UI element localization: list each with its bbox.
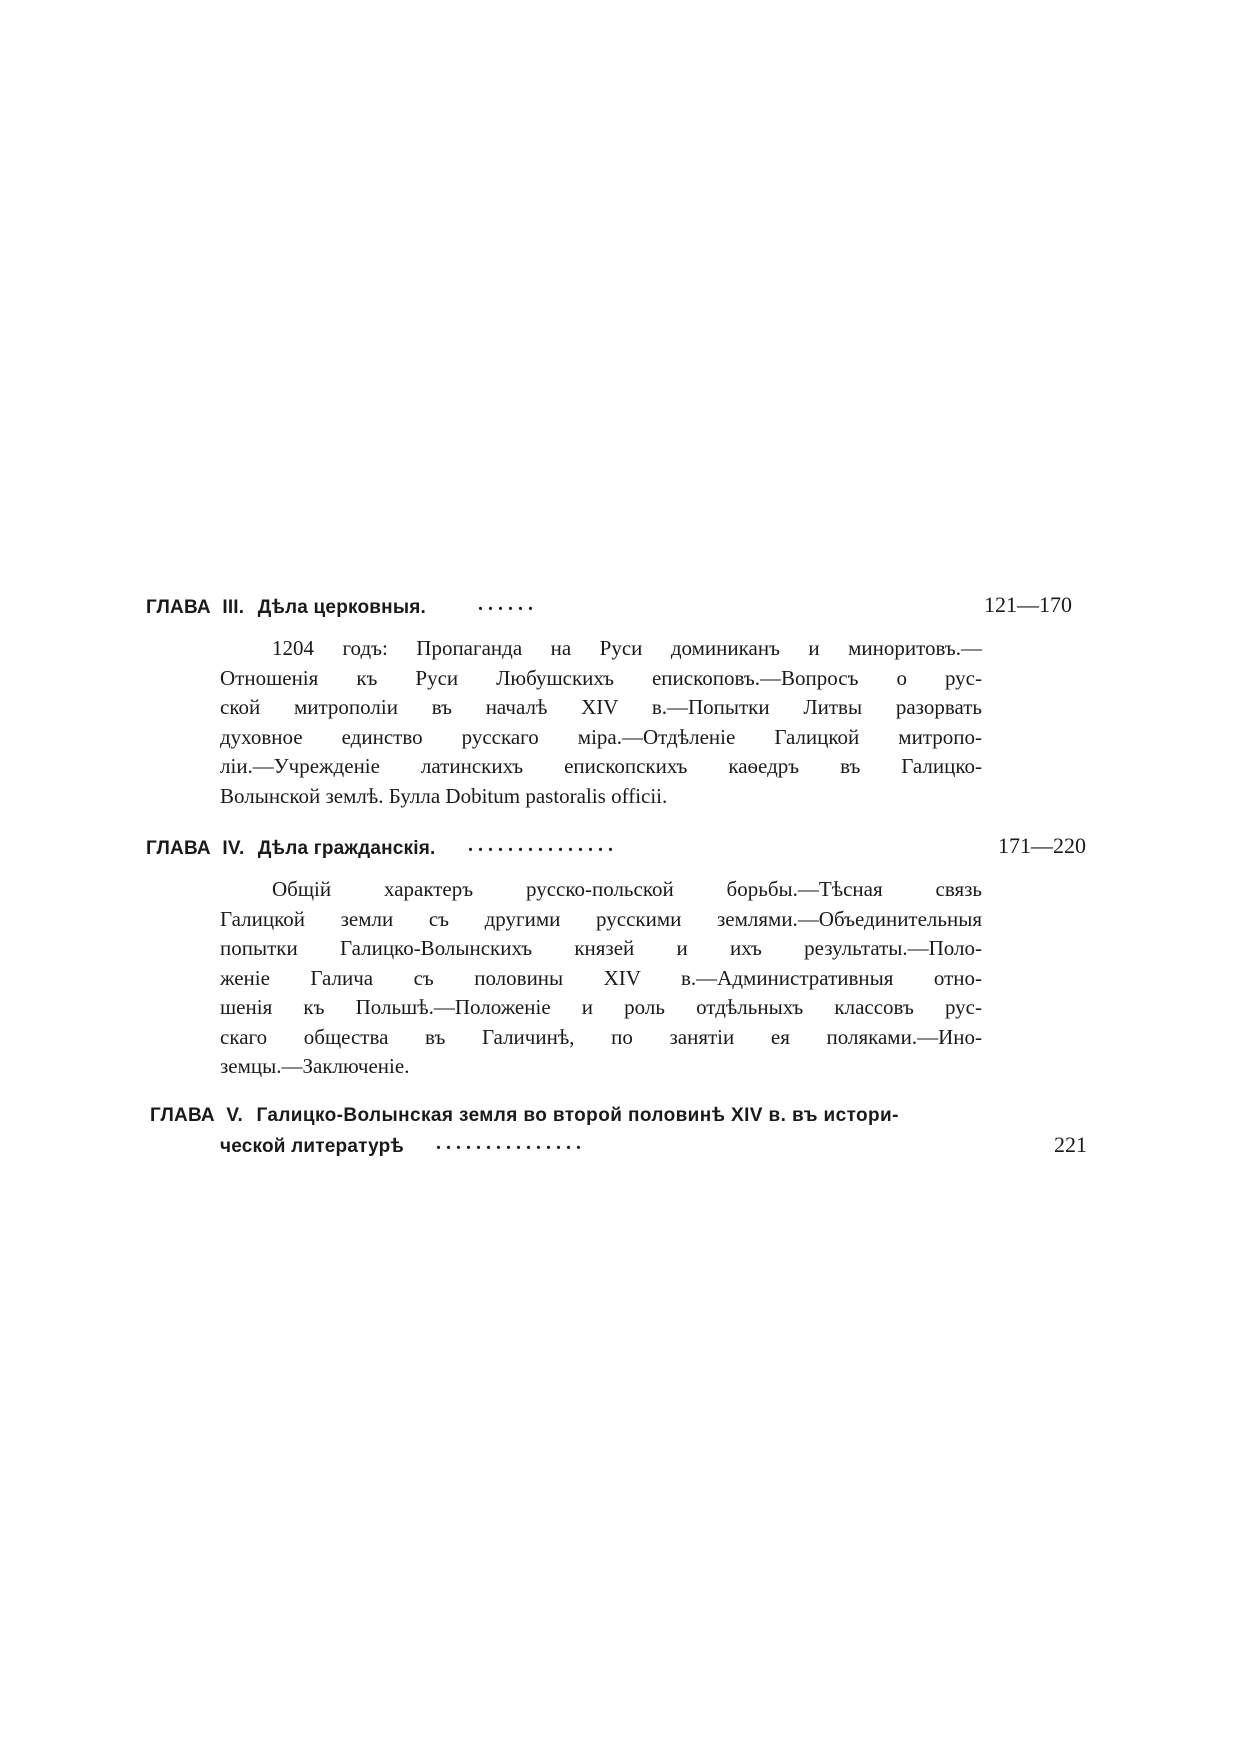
chapter-5-heading (150, 1105, 899, 1127)
summary-line: Галицкой земли съ другими русскими землями.—Объединительныя (220, 906, 982, 931)
chapter-3-heading (146, 597, 426, 619)
summary-line: Общій характеръ русско-польской борьбы.—Тѣсная связь (272, 877, 982, 901)
chapter-3-pages: 121—170 (984, 592, 1072, 617)
chapter-3-summary (220, 634, 982, 811)
chapter-3-leader: . . . . . . (478, 593, 533, 615)
chapter-label: ГЛАВА (150, 1105, 215, 1126)
summary-line: ліи.—Учрежденіе латинскихъ епископскихъ каѳедръ въ Галицко- (220, 754, 982, 778)
chapter-title-line-2: ческой литературѣ (220, 1136, 404, 1157)
summary-line: 1204 годъ: Пропаганда на Руси доминиканъ и миноритовъ.— (272, 636, 982, 660)
summary-line: Волынской землѣ. Булла Dobitum pastoralis officii. (220, 783, 668, 808)
chapter-numeral: IV. (222, 838, 245, 859)
chapter-4-summary (220, 875, 982, 1082)
chapter-5-heading-continuation (220, 1136, 404, 1158)
summary-line: Отношенія къ Руси Любушскихъ епископовъ.—Вопросъ о рус- (220, 665, 982, 690)
summary-line: шенія къ Польшѣ.—Положеніе и роль отдѣльныхъ классовъ рус- (220, 995, 982, 1019)
chapter-5-pages: 221 (1054, 1132, 1087, 1157)
summary-line: женіе Галича съ половины XIV в.—Административныя отно- (220, 965, 982, 990)
chapter-title: Дѣла гражданскія. (257, 838, 436, 859)
summary-line: скаго общества въ Галичинѣ, по занятіи ея поляками.—Ино- (220, 1024, 982, 1049)
chapter-numeral: III. (222, 597, 245, 618)
chapter-numeral: V. (226, 1105, 243, 1126)
summary-line: земцы.—Заключеніе. (220, 1054, 410, 1078)
chapter-label: ГЛАВА (146, 597, 211, 618)
summary-line: попытки Галицко-Волынскихъ князей и ихъ результаты.—Поло- (220, 936, 982, 960)
summary-line: духовное единство русскаго міра.—Отдѣленіе Галицкой митропо- (220, 724, 982, 749)
chapter-4-leader: . . . . . . . . . . . . . . . (468, 834, 613, 856)
chapter-title-line-1: Галицко-Волынская земля во второй половинѣ XIV в. въ истори- (256, 1105, 899, 1126)
chapter-label: ГЛАВА (146, 838, 211, 859)
summary-line: ской митрополіи въ началѣ XIV в.—Попытки Литвы разорвать (220, 695, 982, 719)
chapter-4-pages: 171—220 (998, 833, 1086, 858)
chapter-title: Дѣла церковныя. (257, 597, 427, 618)
chapter-4-heading (146, 838, 436, 860)
chapter-5-leader: . . . . . . . . . . . . . . . (436, 1132, 581, 1154)
